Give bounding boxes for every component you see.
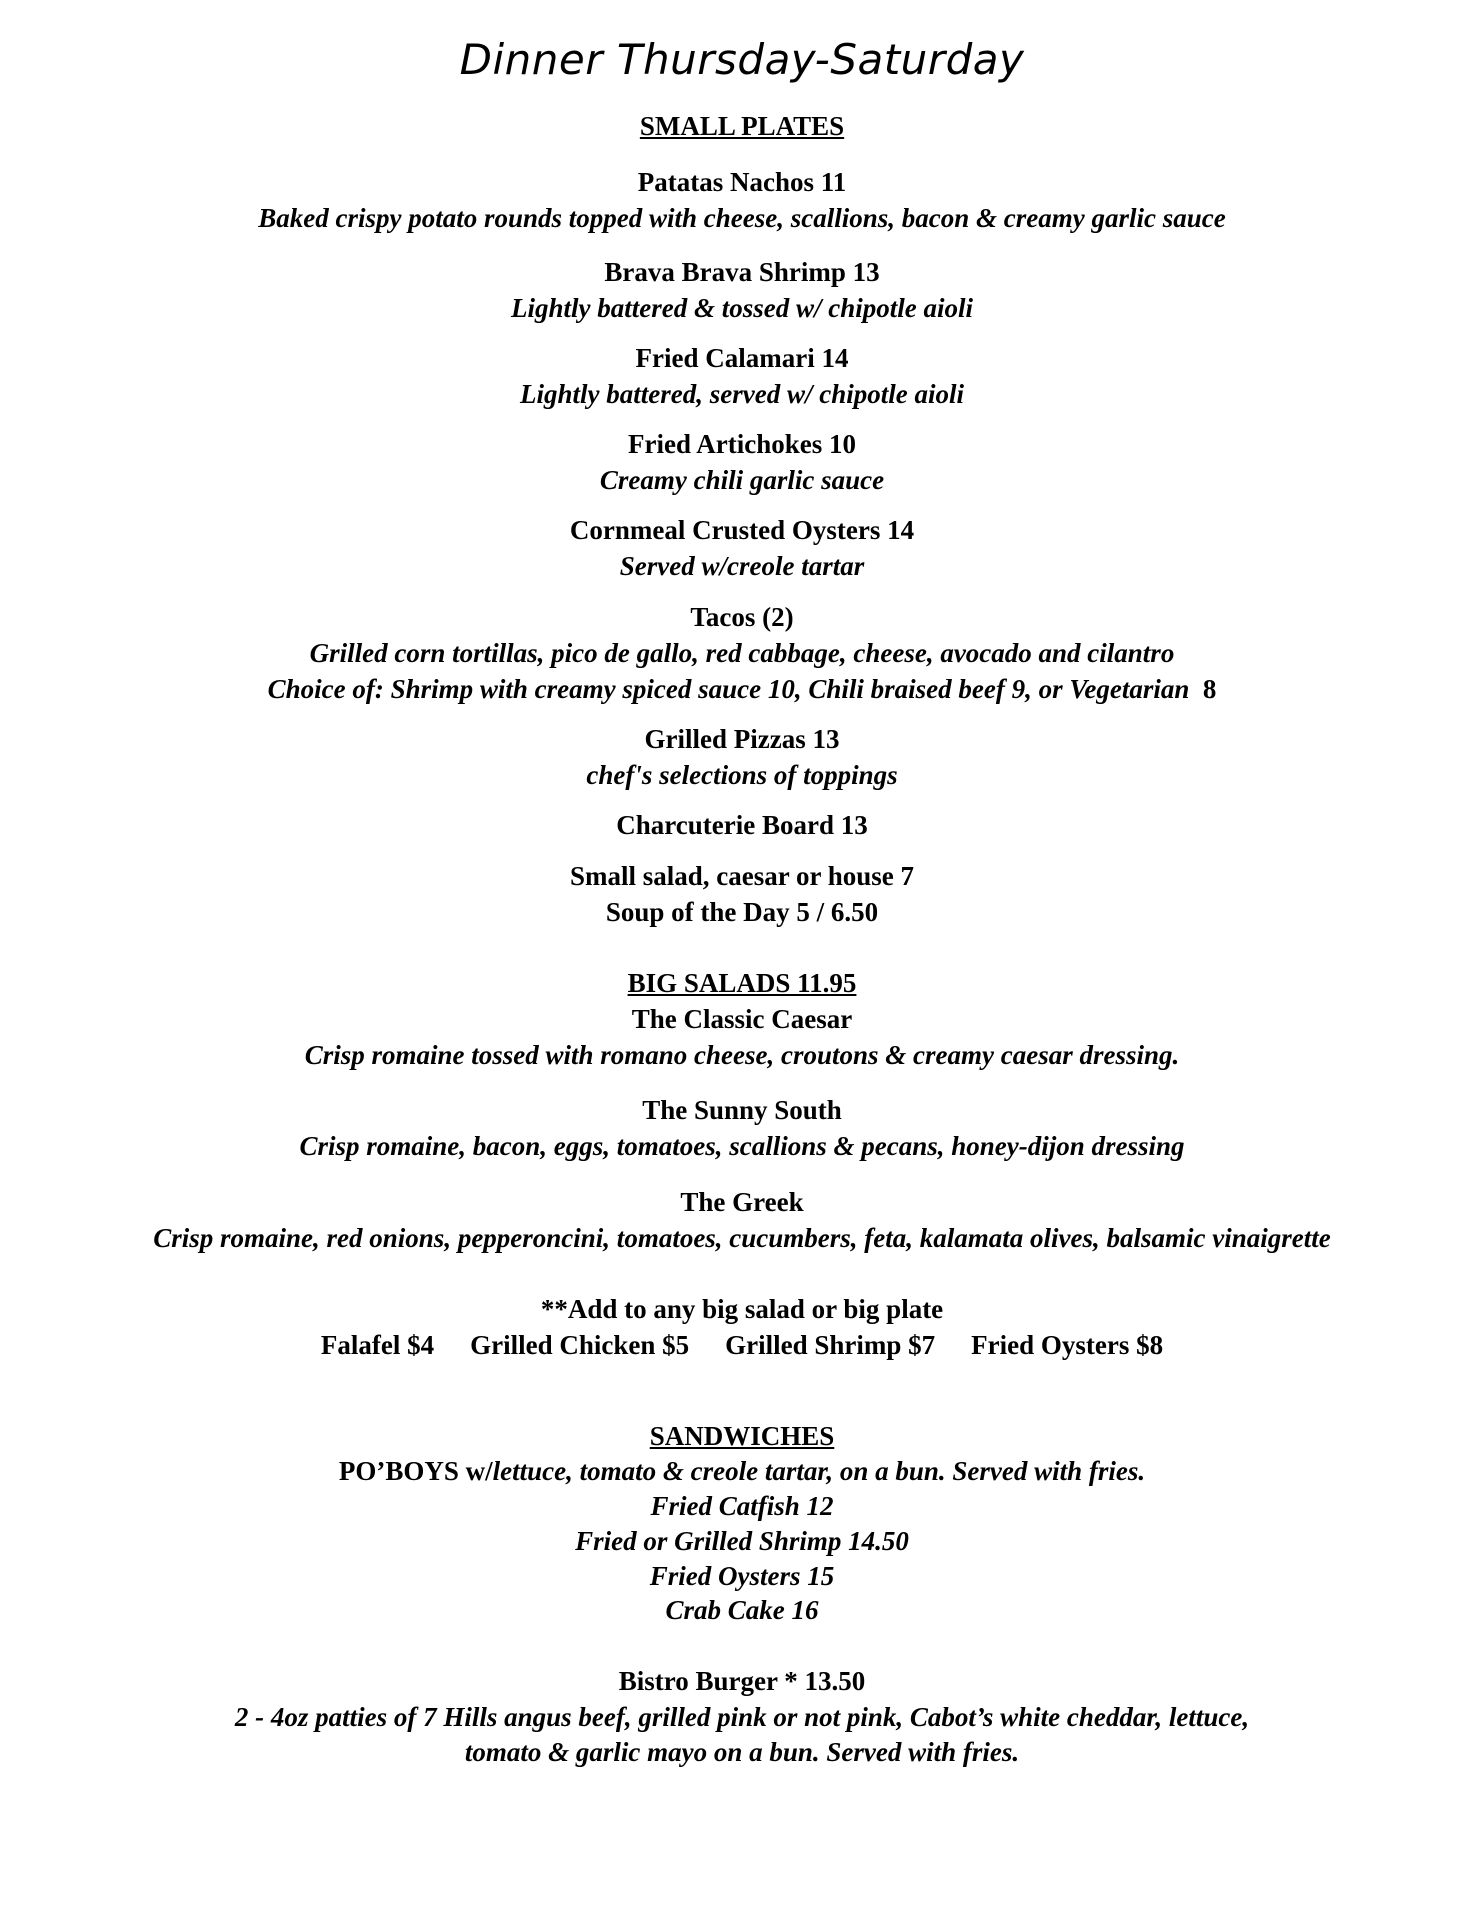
addons-list bbox=[0, 1328, 1484, 1362]
menu-item-desc: Crisp romaine tossed with romano cheese, croutons & creamy caesar dressing. bbox=[304, 1040, 1180, 1070]
menu-item-name: Grilled Pizzas 13 bbox=[644, 724, 840, 754]
menu-item-name: Bistro Burger * 13.50 bbox=[618, 1666, 866, 1696]
menu-item-name: Cornmeal Crusted Oysters 14 bbox=[569, 515, 915, 545]
menu-item-desc: Crisp romaine, bacon, eggs, tomatoes, scallions & pecans, honey-dijon dressing bbox=[299, 1131, 1185, 1161]
sandwiches-heading: SANDWICHES bbox=[649, 1421, 835, 1451]
poboys-lead: PO’BOYS w/ bbox=[338, 1456, 493, 1486]
poboy-option: Fried Oysters 15 bbox=[649, 1561, 835, 1591]
menu-item-name: Fried Calamari 14 bbox=[635, 343, 849, 373]
menu-item-name: Charcuterie Board 13 bbox=[616, 810, 868, 840]
addon-item: Grilled Shrimp $7 bbox=[725, 1330, 936, 1360]
poboy-option: Crab Cake 16 bbox=[665, 1595, 819, 1625]
menu-item-choice-text: Choice of: Shrimp with creamy spiced sauce 10, Chili braised beef 9, or Vegetarian bbox=[267, 674, 1190, 704]
menu-item-desc: Lightly battered, served w/ chipotle aioli bbox=[520, 379, 964, 409]
menu-item-desc: 2 - 4oz patties of 7 Hills angus beef, grilled pink or not pink, Cabot’s white cheddar, lettuce, bbox=[234, 1702, 1250, 1732]
addon-item: Fried Oysters $8 bbox=[971, 1330, 1164, 1360]
menu-item-desc: Grilled corn tortillas, pico de gallo, red cabbage, cheese, avocado and cilantro bbox=[309, 638, 1175, 668]
page-title: Dinner Thursday-Saturday bbox=[459, 35, 1025, 84]
menu-item-choice bbox=[0, 672, 1484, 706]
menu-item-name: The Greek bbox=[680, 1187, 804, 1217]
menu-item-name: Fried Artichokes 10 bbox=[628, 429, 856, 459]
big-salads-heading: BIG SALADS 11.95 bbox=[627, 968, 857, 998]
menu-item-choice-price: 8 bbox=[1202, 674, 1217, 704]
menu-item-name: Small salad, caesar or house 7 bbox=[569, 861, 915, 891]
menu-item-desc: Served w/creole tartar bbox=[619, 551, 865, 581]
addon-item: Falafel $4 bbox=[320, 1330, 435, 1360]
addon-item: Grilled Chicken $5 bbox=[470, 1330, 690, 1360]
poboys-line bbox=[0, 1454, 1484, 1488]
menu-item-desc: tomato & garlic mayo on a bun. Served with fries. bbox=[464, 1737, 1020, 1767]
poboy-option: Fried Catfish 12 bbox=[650, 1491, 834, 1521]
menu-item-name: Patatas Nachos 11 bbox=[637, 167, 847, 197]
menu-item-desc: Creamy chili garlic sauce bbox=[599, 465, 885, 495]
menu-item-name: The Classic Caesar bbox=[631, 1004, 853, 1034]
small-plates-heading: SMALL PLATES bbox=[639, 111, 845, 141]
menu-item-name: Brava Brava Shrimp 13 bbox=[604, 257, 880, 287]
menu-item-name: The Sunny South bbox=[642, 1095, 842, 1125]
menu-item-desc: chef's selections of toppings bbox=[586, 760, 898, 790]
addons-heading: **Add to any big salad or big plate bbox=[540, 1294, 944, 1324]
poboy-option: Fried or Grilled Shrimp 14.50 bbox=[575, 1526, 909, 1556]
menu-item-desc: Crisp romaine, red onions, pepperoncini, tomatoes, cucumbers, feta, kalamata olives, balsamic vinaigrette bbox=[153, 1223, 1331, 1253]
menu-item-desc: Baked crispy potato rounds topped with cheese, scallions, bacon & creamy garlic sauce bbox=[258, 203, 1226, 233]
menu-item-name: Tacos (2) bbox=[690, 602, 794, 632]
menu-item-name: Soup of the Day 5 / 6.50 bbox=[605, 897, 879, 927]
menu-item-desc: Lightly battered & tossed w/ chipotle aioli bbox=[511, 293, 973, 323]
poboys-desc: lettuce, tomato & creole tartar, on a bun. Served with fries. bbox=[492, 1456, 1146, 1486]
